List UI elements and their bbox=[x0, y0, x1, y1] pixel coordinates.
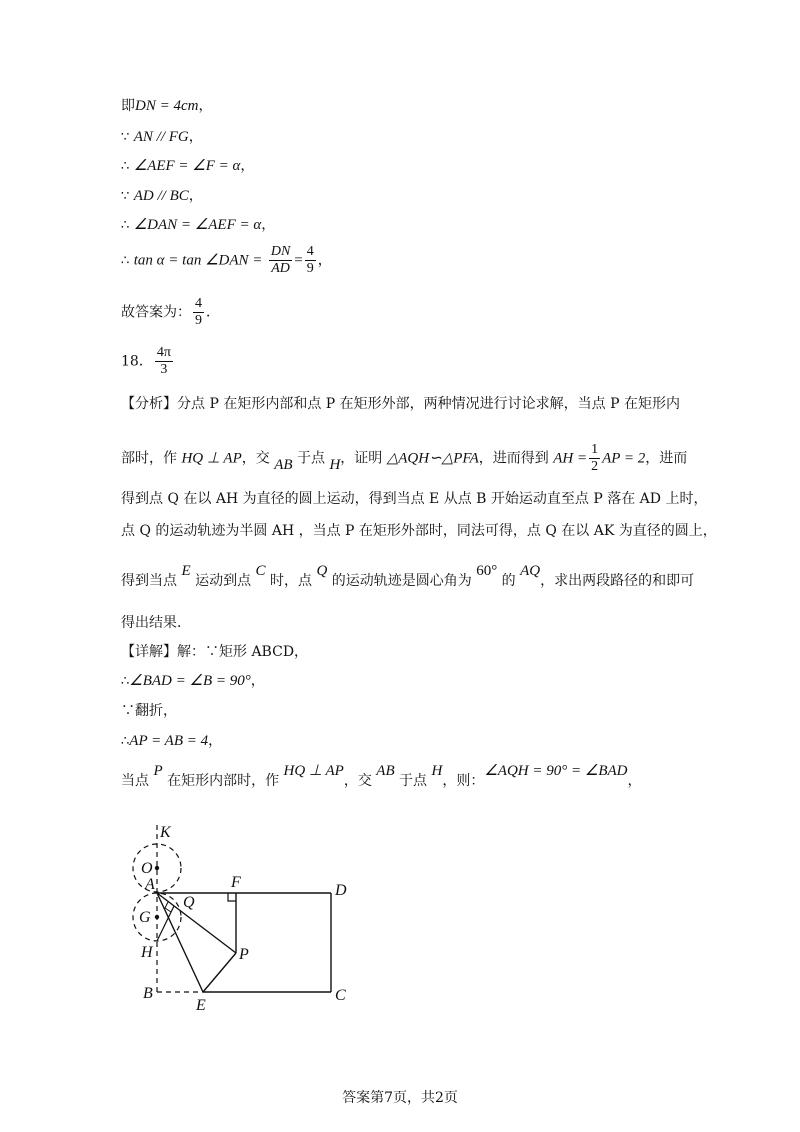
fraction bbox=[589, 442, 600, 475]
math-expression: ∠AEF = ∠F = α bbox=[133, 158, 241, 174]
label-b: B bbox=[143, 985, 153, 1002]
math-expression: AP = 2 bbox=[602, 450, 646, 467]
analysis-line bbox=[121, 442, 687, 475]
math-expression: AP = AB = 4 bbox=[129, 733, 209, 749]
math-expression: ∠BAD = ∠B = 90° bbox=[129, 673, 251, 689]
therefore-symbol: ∴ bbox=[121, 674, 130, 689]
therefore-symbol: ∴ bbox=[121, 734, 130, 749]
text: 在矩形内部时，作 bbox=[162, 773, 284, 789]
math-expression: Q bbox=[316, 563, 328, 579]
math-expression: AD // BC bbox=[133, 188, 189, 204]
text: ，求出两段路径的和即可 bbox=[540, 573, 695, 589]
label-c: C bbox=[335, 987, 346, 1004]
label-p: P bbox=[239, 946, 249, 963]
text: ，进而 bbox=[645, 450, 688, 467]
denominator: 9 bbox=[306, 261, 314, 276]
text-line bbox=[121, 244, 332, 277]
text: 于点 bbox=[394, 773, 432, 789]
text: 得出结果． bbox=[121, 615, 191, 631]
numerator: 4 bbox=[195, 296, 202, 311]
math-expression: △AQH∽△PFA bbox=[386, 450, 479, 467]
label-o: O bbox=[141, 860, 153, 877]
text: ，进而得到 bbox=[478, 450, 554, 467]
text: 点 Q 的运动轨迹为半圆 AH ，当点 P 在矩形外部时，同法可得，点 Q 在以 AK 为直径的圆上， bbox=[121, 523, 717, 539]
text: ， bbox=[198, 98, 213, 114]
fraction bbox=[305, 244, 316, 277]
math-expression: H bbox=[329, 456, 341, 473]
segment-ap bbox=[157, 893, 236, 953]
text: 故答案为： bbox=[121, 304, 191, 321]
therefore-symbol: ∴ bbox=[121, 159, 130, 174]
text: ，则： bbox=[442, 773, 485, 789]
detail-line bbox=[121, 671, 265, 692]
denominator: 3 bbox=[160, 362, 168, 377]
math-expression: AH = bbox=[553, 450, 588, 467]
text: 部时，作 bbox=[121, 450, 182, 467]
page-footer: 答案第7页，共2页 bbox=[342, 1090, 458, 1106]
text: ， bbox=[188, 188, 203, 204]
math-expression: 60° bbox=[476, 563, 498, 579]
math-expression: HQ ⊥ AP bbox=[181, 450, 242, 467]
analysis-line bbox=[121, 563, 695, 591]
segment-ep bbox=[203, 953, 236, 992]
label-k: K bbox=[160, 824, 171, 841]
text-line bbox=[121, 127, 203, 148]
text: ， bbox=[627, 773, 642, 789]
analysis-line bbox=[121, 521, 717, 541]
text: 于点 bbox=[292, 450, 330, 467]
detail-line bbox=[121, 701, 177, 721]
detail-line bbox=[121, 642, 308, 662]
text: ， bbox=[250, 673, 265, 689]
math-expression: P bbox=[153, 763, 163, 779]
text: ，交 bbox=[241, 450, 275, 467]
text: 运动到点 bbox=[190, 573, 256, 589]
label-h: H bbox=[141, 944, 153, 961]
geometry-figure bbox=[110, 820, 370, 1020]
text: ， bbox=[208, 733, 223, 749]
text: ∵翻折， bbox=[121, 703, 177, 719]
answer-line bbox=[121, 296, 220, 329]
text-line bbox=[121, 156, 254, 177]
analysis-line bbox=[121, 613, 191, 633]
math-expression: AB bbox=[274, 456, 293, 473]
label-g: G bbox=[139, 909, 151, 926]
text: ． bbox=[206, 304, 220, 321]
text: ， bbox=[240, 158, 255, 174]
segment-ae bbox=[157, 893, 203, 992]
fraction bbox=[269, 244, 292, 277]
question-number: 18． bbox=[121, 353, 153, 370]
label-q: Q bbox=[183, 894, 195, 911]
text: ， bbox=[188, 129, 203, 145]
numerator: DN bbox=[270, 244, 291, 259]
math-expression: H bbox=[431, 763, 443, 779]
detail-line bbox=[121, 731, 222, 752]
label-d: D bbox=[335, 882, 347, 899]
therefore-symbol: ∴ bbox=[121, 218, 130, 233]
fraction bbox=[193, 296, 204, 329]
analysis-line bbox=[121, 489, 707, 509]
text: 【分析】分点 P 在矩形内部和点 P 在矩形外部，两种情况进行讨论求解，当点 P 在矩形内 bbox=[121, 396, 680, 412]
math-expression: AB bbox=[376, 763, 395, 779]
math-expression: AN // FG bbox=[133, 129, 189, 145]
question-number-line bbox=[121, 345, 175, 378]
text: ， bbox=[317, 252, 332, 269]
denominator: AD bbox=[271, 261, 290, 276]
point-g bbox=[155, 915, 159, 919]
detail-line bbox=[121, 763, 642, 791]
text: 【详解】解：∵矩形 ABCD， bbox=[121, 644, 309, 660]
numerator: 4π bbox=[156, 345, 171, 360]
point-o bbox=[155, 866, 159, 870]
numerator: 4 bbox=[306, 244, 314, 259]
text: ，证明 bbox=[340, 450, 387, 467]
therefore-symbol: ∴ bbox=[121, 253, 130, 269]
label-a: A bbox=[145, 876, 155, 893]
fraction bbox=[155, 345, 173, 378]
numerator: 1 bbox=[591, 442, 599, 457]
denominator: 9 bbox=[195, 313, 202, 328]
math-expression: C bbox=[255, 563, 266, 579]
math-expression: HQ ⊥ AP bbox=[283, 763, 344, 779]
equals-sign: = bbox=[294, 252, 303, 269]
text-line bbox=[121, 215, 275, 236]
text: 得到点 Q 在以 AH 为直径的圆上运动，得到当点 E 从点 B 开始运动直至点 P 落在 AD 上时， bbox=[121, 491, 708, 507]
text-line bbox=[121, 96, 212, 116]
math-expression: DN = 4cm bbox=[135, 98, 199, 114]
denominator: 2 bbox=[591, 459, 599, 474]
text-line bbox=[121, 186, 203, 207]
math-expression: ∠DAN = ∠AEF = α bbox=[133, 217, 262, 233]
text: 的运动轨迹是圆心角为 bbox=[327, 573, 477, 589]
analysis-line bbox=[121, 394, 680, 414]
label-e: E bbox=[196, 997, 206, 1014]
text: ，交 bbox=[343, 773, 377, 789]
math-expression: E bbox=[181, 563, 191, 579]
because-symbol: ∵ bbox=[121, 189, 130, 204]
text: 的 bbox=[497, 573, 521, 589]
math-expression: tan α = tan ∠DAN = bbox=[133, 252, 263, 269]
text: 时，点 bbox=[265, 573, 317, 589]
right-angle-mark-f bbox=[228, 893, 236, 901]
text: 当点 bbox=[121, 773, 154, 789]
because-symbol: ∵ bbox=[121, 130, 130, 145]
text: ， bbox=[261, 217, 276, 233]
math-expression: AQ bbox=[520, 563, 541, 579]
text: 即 bbox=[121, 98, 135, 114]
text: 得到当点 bbox=[121, 573, 182, 589]
label-f: F bbox=[231, 874, 241, 891]
math-expression: ∠AQH = 90° = ∠BAD bbox=[484, 763, 628, 779]
